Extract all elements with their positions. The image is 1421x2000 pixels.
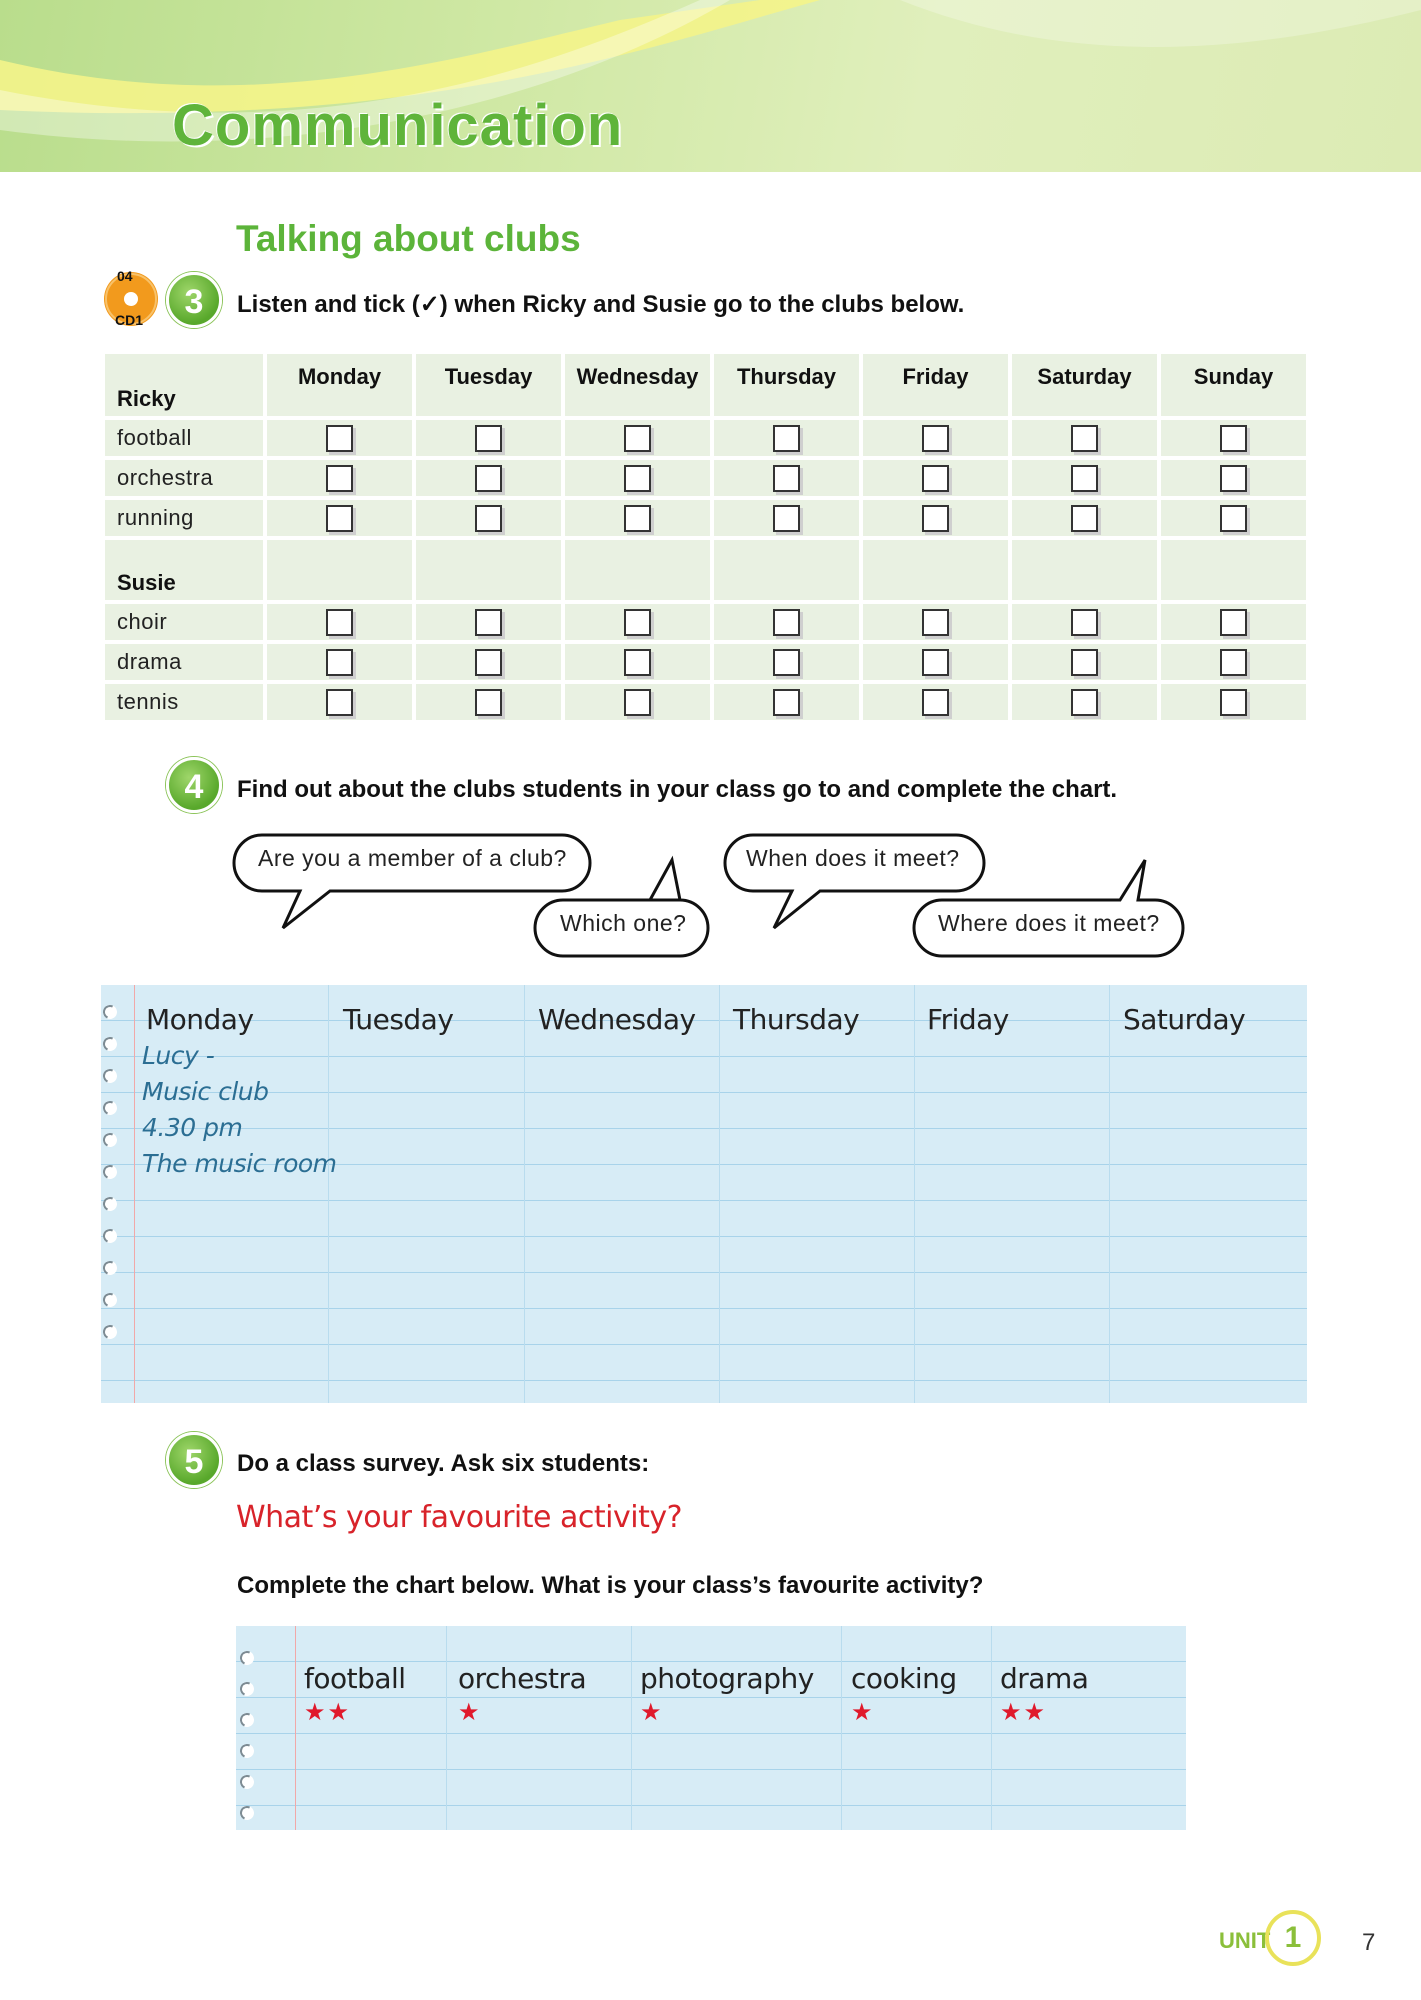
tick-cell <box>714 500 859 536</box>
tick-cell <box>714 684 859 720</box>
column-divider <box>631 1626 632 1830</box>
margin-line <box>134 985 135 1403</box>
tick-box[interactable] <box>773 465 800 492</box>
tick-box[interactable] <box>475 505 502 532</box>
table-row <box>105 644 1306 680</box>
tick-cell <box>1161 500 1306 536</box>
tick-box[interactable] <box>624 689 651 716</box>
banner-title: Communication <box>172 93 624 158</box>
activity-orchestra: orchestra <box>458 1662 587 1695</box>
tick-cell <box>565 604 710 640</box>
day-header: Thursday <box>714 354 859 416</box>
tick-cell <box>1012 500 1157 536</box>
tick-cell <box>1161 420 1306 456</box>
day-header: Saturday <box>1012 354 1157 416</box>
tick-box[interactable] <box>1071 649 1098 676</box>
tick-cell <box>416 500 561 536</box>
day-header: Monday <box>267 354 412 416</box>
tick-box[interactable] <box>475 689 502 716</box>
table-row <box>105 604 1306 640</box>
club-label: drama <box>105 644 263 680</box>
chart-day-saturday: Saturday <box>1123 1003 1246 1036</box>
tick-cell <box>714 460 859 496</box>
empty-cell <box>863 540 1008 600</box>
tick-cell <box>565 500 710 536</box>
activity-5-instruction-2: Complete the chart below. What is your class’s favourite activity? <box>237 1572 984 1599</box>
tick-box[interactable] <box>922 425 949 452</box>
tick-box[interactable] <box>773 609 800 636</box>
tick-box[interactable] <box>326 689 353 716</box>
cd-track-label: 04 <box>117 268 133 284</box>
star-icon-drama: ★★ <box>1000 1699 1048 1726</box>
tick-box[interactable] <box>1071 505 1098 532</box>
chart-day-thursday: Thursday <box>733 1003 860 1036</box>
tick-box[interactable] <box>1220 609 1247 636</box>
tick-box[interactable] <box>326 505 353 532</box>
tick-cell <box>1161 604 1306 640</box>
bubble-text-1: Are you a member of a club? <box>258 845 567 871</box>
header-banner <box>0 0 1421 172</box>
example-entry-name: Lucy - <box>142 1041 215 1070</box>
activity-5-instruction: Do a class survey. Ask six students: <box>237 1450 650 1477</box>
ring-hole <box>101 1227 119 1245</box>
ring-hole <box>101 1323 119 1341</box>
star-icon-photography: ★ <box>640 1699 664 1726</box>
activity-cooking: cooking <box>851 1662 957 1695</box>
unit-number: 1 <box>1265 1910 1321 1966</box>
tick-box[interactable] <box>922 689 949 716</box>
tick-cell <box>1012 684 1157 720</box>
tick-box[interactable] <box>475 609 502 636</box>
ring-hole <box>101 1003 119 1021</box>
tick-box[interactable] <box>1071 609 1098 636</box>
tick-cell <box>1012 420 1157 456</box>
tick-box[interactable] <box>624 465 651 492</box>
tick-cell <box>1161 460 1306 496</box>
chart-day-monday: Monday <box>146 1003 254 1036</box>
ring-hole <box>101 1195 119 1213</box>
tick-box[interactable] <box>773 425 800 452</box>
speech-bubbles-graphic <box>0 820 1421 970</box>
tick-cell <box>863 684 1008 720</box>
survey-question: What’s your favourite activity? <box>236 1500 683 1535</box>
star-icon-orchestra: ★ <box>458 1699 482 1726</box>
tick-box[interactable] <box>475 649 502 676</box>
tick-box[interactable] <box>1220 689 1247 716</box>
tick-box[interactable] <box>922 505 949 532</box>
ring-hole <box>238 1773 256 1791</box>
tick-cell <box>1012 460 1157 496</box>
tick-box[interactable] <box>624 649 651 676</box>
activity-drama: drama <box>1000 1662 1089 1695</box>
ring-hole <box>238 1711 256 1729</box>
tick-box[interactable] <box>624 609 651 636</box>
chart-day-friday: Friday <box>927 1003 1009 1036</box>
column-divider <box>328 985 329 1403</box>
group-name: Ricky <box>105 354 263 416</box>
day-header: Wednesday <box>565 354 710 416</box>
bubble-text-4: Where does it meet? <box>938 910 1160 936</box>
group-name: Susie <box>105 540 263 600</box>
tick-box[interactable] <box>1220 649 1247 676</box>
table-row <box>105 460 1306 496</box>
margin-line <box>295 1626 296 1830</box>
club-label: football <box>105 420 263 456</box>
ring-hole <box>101 1131 119 1149</box>
example-entry-time: 4.30 pm <box>142 1113 243 1142</box>
example-entry-club: Music club <box>142 1077 269 1106</box>
column-divider <box>841 1626 842 1830</box>
tick-cell <box>863 420 1008 456</box>
unit-label: UNIT <box>1219 1928 1271 1953</box>
column-divider <box>446 1626 447 1830</box>
tick-cell <box>714 604 859 640</box>
tick-box[interactable] <box>1071 425 1098 452</box>
table-row <box>105 540 1306 600</box>
example-entry-place: The music room <box>142 1149 337 1178</box>
tick-box[interactable] <box>773 505 800 532</box>
page-number: 7 <box>1362 1929 1376 1956</box>
ring-hole <box>101 1163 119 1181</box>
tick-box[interactable] <box>773 689 800 716</box>
empty-cell <box>1012 540 1157 600</box>
tick-box[interactable] <box>1220 425 1247 452</box>
club-label: running <box>105 500 263 536</box>
day-header: Tuesday <box>416 354 561 416</box>
bubble-text-2: Which one? <box>560 910 687 936</box>
tick-cell <box>714 420 859 456</box>
ring-hole <box>101 1291 119 1309</box>
tick-box[interactable] <box>1220 465 1247 492</box>
attendance-table <box>101 350 1310 724</box>
tick-cell <box>1012 604 1157 640</box>
ring-hole <box>238 1649 256 1667</box>
column-divider <box>524 985 525 1403</box>
activity-football: football <box>304 1662 406 1695</box>
column-divider <box>991 1626 992 1830</box>
activity-4-number: 4 <box>166 757 222 813</box>
day-header: Friday <box>863 354 1008 416</box>
tick-box[interactable] <box>326 465 353 492</box>
ring-hole <box>101 1067 119 1085</box>
tick-box[interactable] <box>922 465 949 492</box>
tick-cell <box>416 684 561 720</box>
star-icon-cooking: ★ <box>851 1699 875 1726</box>
tick-cell <box>565 684 710 720</box>
ring-hole <box>238 1804 256 1822</box>
tick-cell <box>267 644 412 680</box>
tick-cell <box>714 644 859 680</box>
tick-cell <box>565 460 710 496</box>
table-row <box>105 500 1306 536</box>
tick-box[interactable] <box>922 649 949 676</box>
tick-cell <box>416 420 561 456</box>
empty-cell <box>1161 540 1306 600</box>
activity-3-instruction: Listen and tick (✓) when Ricky and Susie go to the clubs below. <box>237 291 965 318</box>
star-icon-football: ★★ <box>304 1699 352 1726</box>
tick-cell <box>416 604 561 640</box>
tick-cell <box>863 500 1008 536</box>
tick-box[interactable] <box>1071 465 1098 492</box>
tick-box[interactable] <box>326 425 353 452</box>
activity-4-instruction: Find out about the clubs students in your class go to and complete the chart. <box>237 776 1118 803</box>
tick-cell <box>863 644 1008 680</box>
tick-cell <box>1012 644 1157 680</box>
tick-box[interactable] <box>326 649 353 676</box>
tick-cell <box>416 644 561 680</box>
tick-cell <box>267 684 412 720</box>
tick-box[interactable] <box>1071 689 1098 716</box>
tick-cell <box>416 460 561 496</box>
tick-box[interactable] <box>773 649 800 676</box>
tick-box[interactable] <box>475 425 502 452</box>
tick-box[interactable] <box>922 609 949 636</box>
tick-cell <box>267 604 412 640</box>
ring-hole <box>238 1680 256 1698</box>
tick-cell <box>565 420 710 456</box>
tick-cell <box>1161 644 1306 680</box>
activity-3-number: 3 <box>166 272 222 328</box>
club-chart-notebook <box>101 985 1307 1403</box>
tick-cell <box>1161 684 1306 720</box>
chart-day-tuesday: Tuesday <box>343 1003 454 1036</box>
column-divider <box>1109 985 1110 1403</box>
ring-hole <box>101 1259 119 1277</box>
column-divider <box>719 985 720 1403</box>
empty-cell <box>267 540 412 600</box>
bubble-text-3: When does it meet? <box>746 845 960 871</box>
tick-cell <box>267 420 412 456</box>
tick-cell <box>267 500 412 536</box>
tick-box[interactable] <box>624 505 651 532</box>
tick-cell <box>863 604 1008 640</box>
tick-box[interactable] <box>326 609 353 636</box>
chart-day-wednesday: Wednesday <box>538 1003 696 1036</box>
empty-cell <box>714 540 859 600</box>
survey-chart-notebook <box>236 1626 1186 1830</box>
club-label: choir <box>105 604 263 640</box>
empty-cell <box>565 540 710 600</box>
empty-cell <box>416 540 561 600</box>
tick-cell <box>267 460 412 496</box>
tick-box[interactable] <box>624 425 651 452</box>
table-row <box>105 684 1306 720</box>
cd-disc-label: CD1 <box>115 312 144 328</box>
club-label: orchestra <box>105 460 263 496</box>
ring-hole <box>101 1035 119 1053</box>
tick-cell <box>863 460 1008 496</box>
ring-hole <box>238 1742 256 1760</box>
day-header: Sunday <box>1161 354 1306 416</box>
club-label: tennis <box>105 684 263 720</box>
tick-box[interactable] <box>1220 505 1247 532</box>
table-row <box>105 354 1306 416</box>
column-divider <box>914 985 915 1403</box>
table-row <box>105 420 1306 456</box>
activity-5-number: 5 <box>166 1432 222 1488</box>
ring-hole <box>101 1099 119 1117</box>
tick-cell <box>565 644 710 680</box>
activity-photography: photography <box>640 1662 814 1695</box>
tick-box[interactable] <box>475 465 502 492</box>
section-title: Talking about clubs <box>236 218 581 259</box>
